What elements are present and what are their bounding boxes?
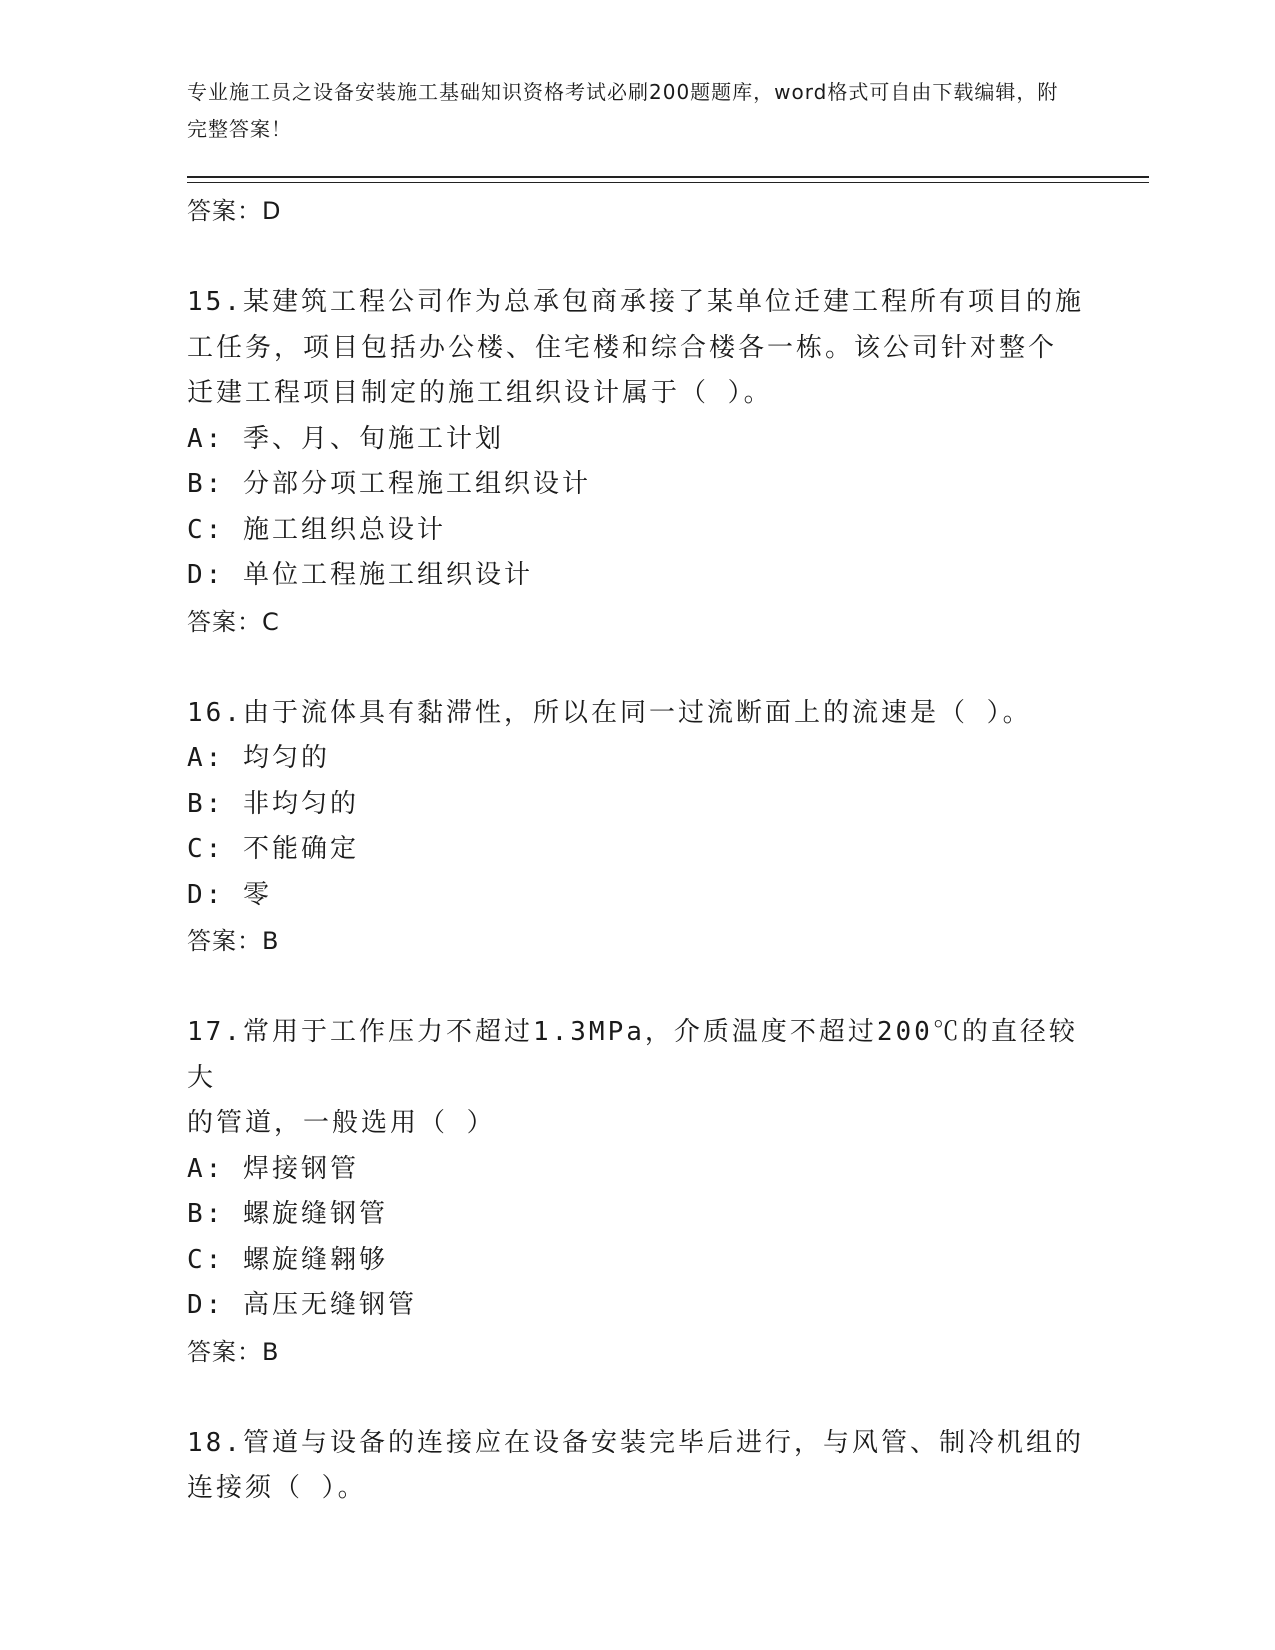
question-stem: 17.常用于工作压力不超过1.3MPa，介质温度不超过200℃的直径较大 xyxy=(187,1017,1078,1093)
question-stem: 工任务，项目包括办公楼、住宅楼和综合楼各一栋。该公司针对整个 xyxy=(187,332,1058,363)
option-d: D: 单位工程施工组织设计 xyxy=(187,560,533,590)
spacer xyxy=(187,1375,1087,1421)
document-header: 专业施工员之设备安装施工基础知识资格考试必刷200题题库，word格式可自由下载编辑，附完整答案！ xyxy=(187,80,1059,141)
question-block xyxy=(187,1421,1087,1512)
option-d: D: 零 xyxy=(187,879,272,910)
question-block xyxy=(187,280,1087,645)
option-d: D: 高压无缝钢管 xyxy=(187,1290,417,1320)
answer-line: 答案：D xyxy=(187,197,282,225)
header-rule-thin xyxy=(187,182,1149,183)
question-block xyxy=(187,691,1087,965)
option-b: B: 螺旋缝钢管 xyxy=(187,1199,388,1229)
option-b: B: 非均匀的 xyxy=(187,788,359,819)
option-a: A: 焊接钢管 xyxy=(187,1153,359,1184)
answer-line: 答案：B xyxy=(187,927,280,955)
question-stem: 16.由于流体具有黏滞性，所以在同一过流断面上的流速是（ ）。 xyxy=(187,697,1032,728)
question-stem: 连接须（ ）。 xyxy=(187,1473,367,1503)
option-a: A: 均匀的 xyxy=(187,743,330,773)
option-b: B: 分部分项工程施工组织设计 xyxy=(187,469,591,499)
question-stem: 18.管道与设备的连接应在设备安装完毕后进行，与风管、制冷机组的 xyxy=(187,1427,1084,1458)
question-list xyxy=(187,188,1087,1512)
option-c: C: 施工组织总设计 xyxy=(187,514,446,545)
answer-line: 答案：B xyxy=(187,1337,280,1366)
question-block xyxy=(187,1010,1087,1375)
spacer xyxy=(187,964,1087,1010)
answer-line: 答案：C xyxy=(187,607,280,636)
question-stem: 15.某建筑工程公司作为总承包商承接了某单位迁建工程所有项目的施 xyxy=(187,287,1084,317)
spacer xyxy=(187,645,1087,691)
header-rule-thick xyxy=(187,176,1149,178)
option-a: A: 季、月、旬施工计划 xyxy=(187,423,504,454)
option-c: C: 螺旋缝翱够 xyxy=(187,1244,388,1275)
question-stem: 的管道，一般选用（ ） xyxy=(187,1108,496,1138)
question-stem: 迁建工程项目制定的施工组织设计属于（ ）。 xyxy=(187,378,773,408)
spacer xyxy=(187,234,1087,280)
option-c: C: 不能确定 xyxy=(187,834,359,864)
